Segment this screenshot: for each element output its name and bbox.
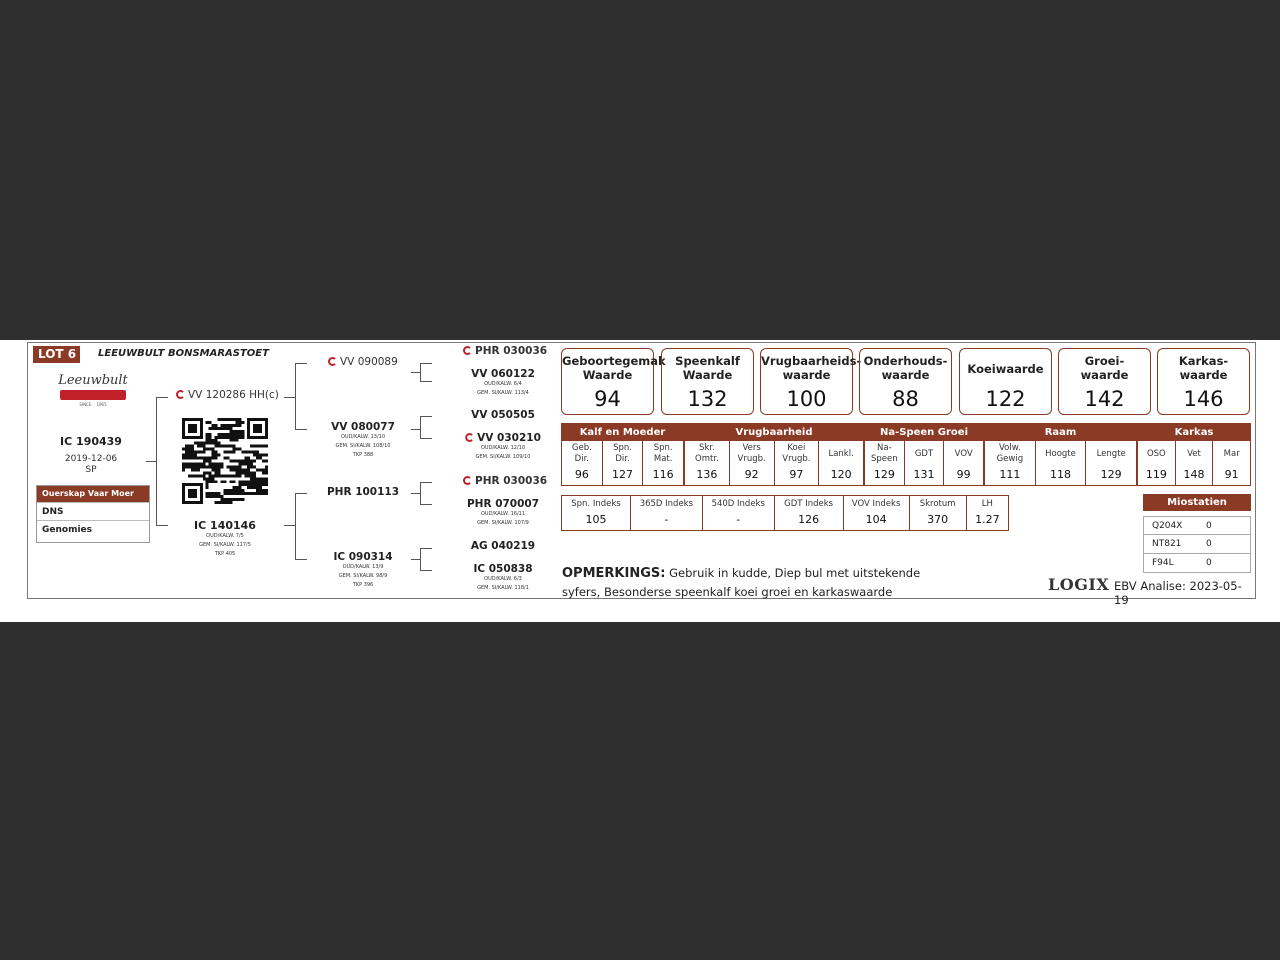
index-label: Skrotum <box>919 499 956 509</box>
index-cell <box>774 496 843 530</box>
ebv-cell <box>1085 441 1136 485</box>
value-box-weaner-calf <box>661 348 754 415</box>
ebv-cell <box>642 441 683 485</box>
ebv-value: 99 <box>956 468 971 481</box>
lot-badge: LOT 6 <box>33 346 80 363</box>
line-dam-out <box>284 525 295 526</box>
line-g3d0 <box>411 559 420 560</box>
group-post-weaning <box>864 423 984 486</box>
sire <box>176 389 279 401</box>
ai-sss-icon <box>463 346 472 355</box>
ebv-label-1: Vet <box>1187 448 1201 459</box>
sdd-row <box>465 432 541 444</box>
animal-code: SP <box>85 465 97 475</box>
grandsire-sire <box>328 356 398 368</box>
ebv-label-1: Spn. <box>653 443 673 453</box>
line-g3a0 <box>411 372 420 373</box>
myostatin-value: 0 <box>1206 558 1212 568</box>
line-root <box>146 461 156 462</box>
dam-line3: TKP 405 <box>214 551 236 557</box>
ebv-value: 111 <box>999 468 1021 481</box>
ddd-line1: OUD/KALW. 6/3 <box>484 576 522 582</box>
line-g3b0 <box>411 429 420 430</box>
line-g3a2 <box>420 381 432 382</box>
ebv-label-2: Dir. <box>574 454 589 464</box>
index-table <box>561 495 1009 531</box>
value-label-1: Onderhouds- <box>863 354 948 368</box>
ebv-cell <box>1138 441 1175 485</box>
ebv-label-2: Gewig <box>996 454 1024 464</box>
ebv-value: 120 <box>830 468 852 481</box>
sd-line2: GEM. SI/KALW. 108/10 <box>335 443 391 449</box>
sale-catalogue-page <box>0 340 1280 622</box>
myostatin-key: F94L <box>1152 558 1174 568</box>
dss-id: PHR 030036 <box>475 475 548 487</box>
value-label <box>1158 349 1249 387</box>
group-title: Kalf en Moeder <box>562 424 683 441</box>
ai-dss-icon <box>463 476 472 485</box>
index-value: - <box>736 513 741 526</box>
group-title: Na-Speen Groei <box>865 424 983 441</box>
value-label <box>960 349 1051 387</box>
logo-since-right: 1965 <box>96 402 107 407</box>
ebv-label-2: Mat. <box>653 454 673 464</box>
sd-line1: OUD/KALW. 13/10 <box>340 434 386 440</box>
sds-id: VV 050505 <box>471 409 535 421</box>
ebv-label-2: Vrugb. <box>782 454 811 464</box>
g3-dss <box>463 475 547 487</box>
group-fertility <box>684 423 864 486</box>
value-label-1: Geboortegemak <box>562 354 666 368</box>
value-number: 100 <box>786 387 827 411</box>
ss-id: VV 090089 <box>340 356 398 368</box>
index-cell <box>702 496 774 530</box>
index-cell <box>562 496 630 530</box>
ebv-value: 136 <box>696 468 718 481</box>
ebv-value: 116 <box>652 468 674 481</box>
ebv-value: 129 <box>1100 468 1122 481</box>
ebv-cell <box>818 441 863 485</box>
sss-id: PHR 030036 <box>475 345 548 357</box>
value-number: 132 <box>687 387 728 411</box>
sire-id: VV 120286 <box>188 389 246 401</box>
ai-sire-icon <box>176 390 185 399</box>
ebv-label-2: Omtr. <box>695 454 719 464</box>
ebv-value: 131 <box>913 468 935 481</box>
ebv-cell <box>774 441 819 485</box>
myostatin-value: 0 <box>1206 539 1212 549</box>
group-title: Raam <box>985 424 1136 441</box>
line-g3b <box>420 416 421 438</box>
index-label: Spn. Indeks <box>571 499 621 509</box>
ebv-cell <box>943 441 983 485</box>
line-sd <box>295 429 307 430</box>
line-dd <box>295 559 307 560</box>
ebv-label-1: Koei <box>787 443 806 453</box>
ebv-cell <box>1175 441 1213 485</box>
value-box-calving-ease <box>561 348 666 415</box>
lot-card <box>27 342 1256 607</box>
dd-line1: OUD/KALW. 13/9 <box>342 564 384 570</box>
ebv-value: 97 <box>789 468 804 481</box>
ddd-line2: GEM. SI/KALW. 118/1 <box>477 585 529 591</box>
line-ss <box>295 363 307 364</box>
value-box-cow <box>959 348 1052 415</box>
value-number: 142 <box>1084 387 1125 411</box>
line-g3a <box>420 363 421 381</box>
ebv-label-1: GDT <box>914 448 934 459</box>
myostatin-key: Q204X <box>1152 521 1183 531</box>
logo-since <box>57 402 129 407</box>
ssd-line2: GEM. SI/KALW. 113/4 <box>477 390 529 396</box>
ebv-label-1: Lankl. <box>828 448 854 459</box>
value-label <box>562 349 666 387</box>
ebv-value: 91 <box>1224 468 1239 481</box>
dsd-line2: GEM. SI/KALW. 107/9 <box>477 520 529 526</box>
ebv-cell <box>602 441 643 485</box>
ssd-line1: OUD/KALW. 6/4 <box>484 381 522 387</box>
value-label-1: Groei- <box>1084 354 1125 368</box>
myostatin-row <box>1143 554 1251 573</box>
ebv-label-1: Hoogte <box>1045 448 1076 459</box>
ddd-id: IC 050838 <box>473 563 533 575</box>
value-label <box>860 349 951 387</box>
myostatin-table <box>1143 494 1251 573</box>
line-g3c0 <box>411 493 420 494</box>
remarks-text: Gebruik in kudde, Diep bul met uitstekende syfers, Besonderse speenkalf koei groei en karkaswaarde <box>562 566 921 599</box>
ebv-cell <box>865 441 904 485</box>
index-cell <box>630 496 702 530</box>
animal-id: IC 190439 <box>60 435 122 448</box>
sdd-id: VV 030210 <box>477 432 541 444</box>
ebv-value: 119 <box>1145 468 1167 481</box>
line-sire-v <box>295 363 296 429</box>
logix-logo: LOGIX <box>1048 575 1110 594</box>
myostatin-row <box>1143 535 1251 554</box>
ai-sdd-icon <box>465 433 474 442</box>
ebv-value: 127 <box>612 468 633 481</box>
line-g3c2 <box>420 504 432 505</box>
farm-name: LEEUWBULT BONSMARASTOET <box>98 348 269 359</box>
value-label-2: Waarde <box>582 368 633 382</box>
myostatin-title: Miostatien <box>1143 494 1251 511</box>
line-g3d2 <box>420 570 432 571</box>
sd-line3: TKP 388 <box>352 452 374 458</box>
ebv-value: 92 <box>744 468 759 481</box>
value-box-carcass <box>1157 348 1250 415</box>
ebv-cell <box>562 441 602 485</box>
dsd-id: PHR 070007 <box>466 498 540 510</box>
value-label-2: waarde <box>782 368 831 382</box>
line-root-v <box>156 397 157 525</box>
line-g3b2 <box>420 438 432 439</box>
index-cell <box>909 496 966 530</box>
dam-id: IC 140146 <box>194 519 256 532</box>
g3-sdd <box>465 432 541 462</box>
value-box-maintenance <box>859 348 952 415</box>
ebv-label-1: Skr. <box>699 443 715 453</box>
ebv-value: 118 <box>1050 468 1071 481</box>
value-label <box>761 349 862 387</box>
ebv-value: 148 <box>1183 468 1205 481</box>
value-box-fertility <box>760 348 862 415</box>
index-label: GDT Indeks <box>784 499 834 509</box>
line-g3a1 <box>420 363 432 364</box>
index-value: 1.27 <box>975 513 1000 526</box>
group-title: Karkas <box>1138 424 1250 441</box>
index-value: 126 <box>798 513 820 526</box>
index-cell <box>966 496 1008 530</box>
granddam-dam <box>333 551 392 590</box>
group-title: Vrugbaarheid <box>685 424 863 441</box>
myostatin-row <box>1143 516 1251 535</box>
dam-line1: OUD/KALW. 7/5 <box>206 533 244 539</box>
dd-line3: TKP 396 <box>352 582 374 588</box>
line-g3c1 <box>420 482 432 483</box>
ssd-id: VV 060122 <box>471 368 535 380</box>
ownership-box <box>36 485 150 543</box>
ebv-label-2: Dir. <box>615 454 630 464</box>
index-label: LH <box>981 499 993 509</box>
g3-ssd <box>471 368 535 398</box>
ebv-label-1: Mar <box>1223 448 1240 459</box>
ownership-row-dns: DNS <box>37 502 149 520</box>
animal-birth: 2019-12-06 <box>64 454 118 464</box>
remarks <box>562 564 942 601</box>
value-label-1: Karkas- <box>1178 354 1229 368</box>
dsd-line1: OUD/KALW. 16/11 <box>480 511 526 517</box>
ds-id: PHR 100113 <box>326 486 400 498</box>
index-label: 540D Indeks <box>711 499 765 509</box>
ebv-label-1: Spn. <box>613 443 632 453</box>
logo-ribbon <box>60 390 126 400</box>
granddam-sire <box>331 421 395 460</box>
farm-logo <box>57 373 129 423</box>
value-label-2: waarde <box>1179 368 1228 382</box>
index-value: 104 <box>865 513 887 526</box>
value-label-1: Speenkalf <box>675 354 740 368</box>
dd-id: IC 090314 <box>333 551 393 563</box>
ownership-row-genomics: Genomies <box>37 520 149 538</box>
line-g3d <box>420 548 421 570</box>
index-value: 370 <box>927 513 949 526</box>
ebv-cell <box>685 441 729 485</box>
line-sire <box>156 397 168 398</box>
qr-code[interactable] <box>182 418 268 504</box>
myostatin-key: NT821 <box>1152 539 1182 549</box>
index-label: VOV Indeks <box>851 499 901 509</box>
line-g3c <box>420 482 421 504</box>
value-label-1: Koeiwaarde <box>967 362 1044 376</box>
index-label: 365D Indeks <box>639 499 694 509</box>
value-label-2: Waarde <box>682 368 733 382</box>
value-label-2: waarde <box>1080 368 1129 382</box>
dam-line2: GEM. SI/KALW. 117/5 <box>199 542 251 548</box>
value-number: 122 <box>985 387 1026 411</box>
ebv-label-1: Vers <box>742 443 761 453</box>
ai-gs-icon <box>328 357 337 366</box>
ebv-label-1: OSO <box>1146 448 1166 459</box>
ebv-label-1: VOV <box>954 448 973 459</box>
value-label-2: waarde <box>881 368 930 382</box>
ebv-label-1: Na- <box>877 443 892 453</box>
ebv-label-2: Speen <box>871 454 898 464</box>
line-dam <box>156 525 168 526</box>
ebv-label-1: Geb. <box>571 443 592 453</box>
group-calf-dam <box>561 423 684 486</box>
g3-sss <box>463 345 547 357</box>
sd-id: VV 080077 <box>331 421 395 433</box>
ebv-label-2: Vrugb. <box>737 454 766 464</box>
ebv-label-1: Lengte <box>1096 448 1126 459</box>
sdd-line1: OUD/KALW. 12/10 <box>480 445 526 451</box>
value-box-growth <box>1058 348 1151 415</box>
index-value: 105 <box>585 513 607 526</box>
value-number: 94 <box>594 387 621 411</box>
g3-ddd <box>473 563 532 593</box>
value-number: 88 <box>892 387 919 411</box>
remarks-label: OPMERKINGS: <box>562 566 666 581</box>
myostatin-value: 0 <box>1206 521 1212 531</box>
ebv-label-1: Volw. <box>999 443 1021 453</box>
value-label <box>662 349 753 387</box>
line-sire-out <box>284 397 295 398</box>
ebv-cell <box>985 441 1035 485</box>
logo-script: Leeuwbult <box>58 373 128 388</box>
line-g3d1 <box>420 548 432 549</box>
value-number: 146 <box>1183 387 1224 411</box>
line-g3b1 <box>420 416 432 417</box>
ebv-value: 96 <box>574 468 589 481</box>
value-label-1: Vrugbaarheids- <box>761 354 862 368</box>
group-frame <box>984 423 1137 486</box>
value-label <box>1059 349 1150 387</box>
ebv-date: EBV Analise: 2023-05-19 <box>1114 579 1242 607</box>
ebv-cell <box>1035 441 1086 485</box>
group-carcass <box>1137 423 1251 486</box>
ebv-cell <box>1212 441 1250 485</box>
dds-id: AG 040219 <box>470 540 536 552</box>
line-ds <box>295 493 307 494</box>
index-value: - <box>664 513 669 526</box>
dam <box>194 519 256 559</box>
logo-since-left: SINCE <box>79 402 92 407</box>
g3-dsd <box>467 498 539 528</box>
dd-line2: GEM. SI/KALW. 98/9 <box>338 573 388 579</box>
sire-suffix: HH(c) <box>249 389 279 401</box>
ownership-header: Ouerskap Vaar Moer <box>37 486 149 502</box>
ebv-value: 129 <box>873 468 895 481</box>
sdd-line2: GEM. SI/KALW. 109/10 <box>475 454 531 460</box>
line-dam-v <box>295 493 296 559</box>
index-cell <box>843 496 909 530</box>
ebv-cell <box>904 441 944 485</box>
ebv-cell <box>729 441 774 485</box>
